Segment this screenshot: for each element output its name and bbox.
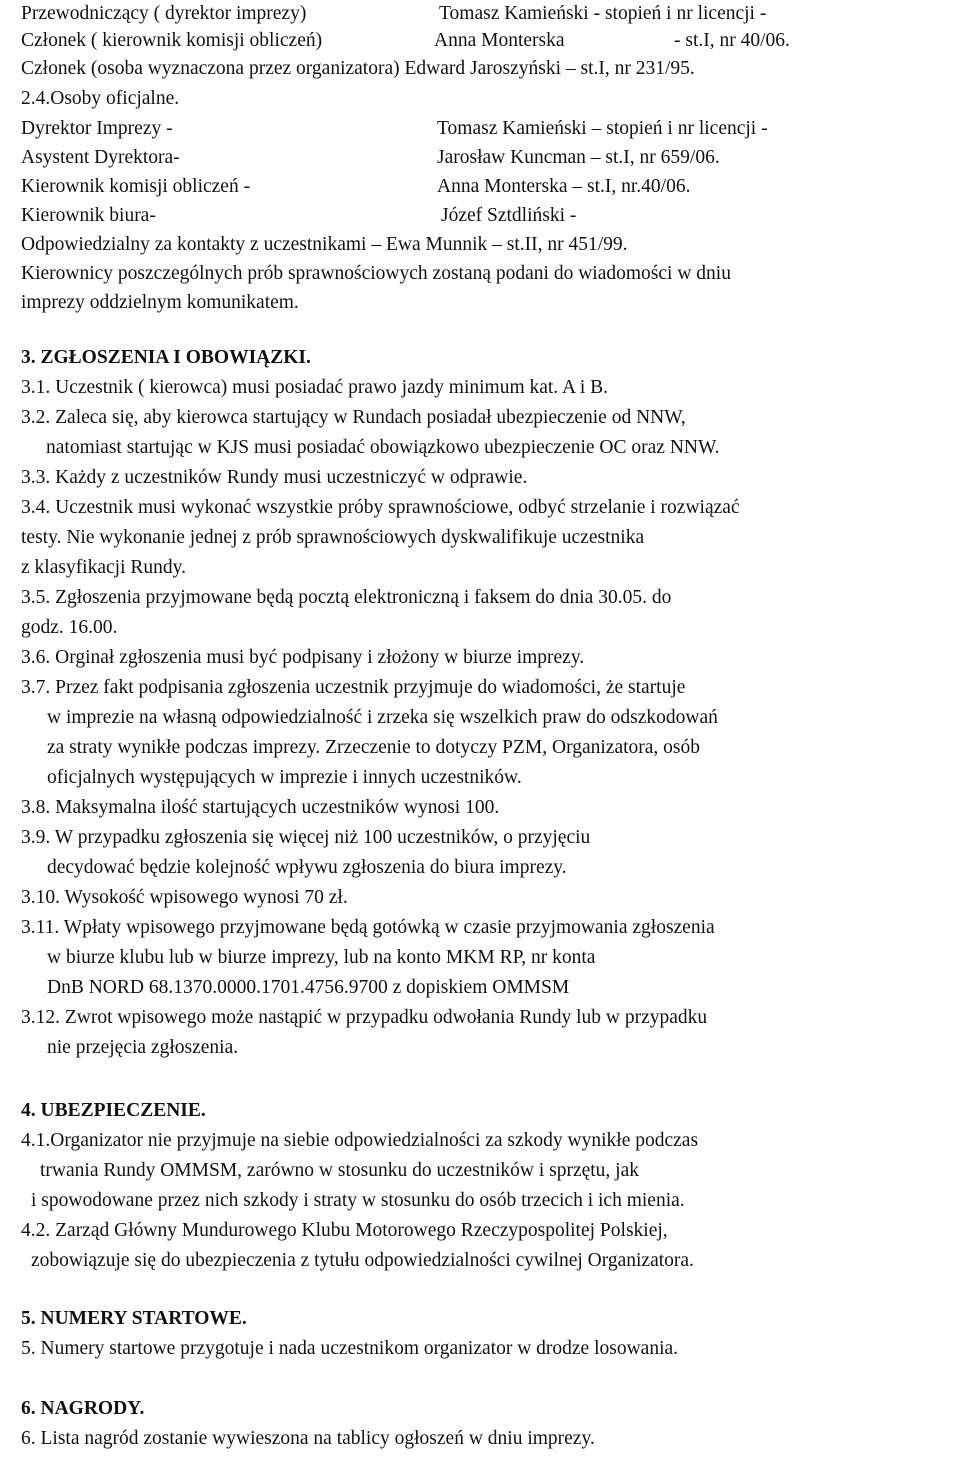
org-row-2-license: - st.I, nr 40/06.	[674, 30, 790, 51]
official-row-4-person: Józef Sztdliński -	[441, 205, 577, 226]
org-row-2-role: Członek ( kierownik komisji obliczeń)	[21, 30, 323, 51]
section-3-heading: 3. ZGŁOSZENIA I OBOWIĄZKI.	[21, 347, 311, 368]
s3-line: 3.8. Maksymalna ilość startujących uczestników wynosi 100.	[21, 797, 500, 818]
s3-line: decydować będzie kolejność wpływu zgłoszenia do biura imprezy.	[47, 857, 567, 878]
s3-line: w imprezie na własną odpowiedzialność i zrzeka się wszelkich praw do odszkodowań	[47, 707, 718, 728]
official-note-line-1: Kierownicy poszczególnych prób sprawnościowych zostaną podani do wiadomości w dniu	[21, 263, 731, 284]
official-row-2-person: Jarosław Kuncman – st.I, nr 659/06.	[437, 147, 720, 168]
official-row-3-role: Kierownik komisji obliczeń -	[21, 176, 251, 197]
s3-line: 3.1. Uczestnik ( kierowca) musi posiadać prawo jazdy minimum kat. A i B.	[21, 377, 609, 398]
org-row-1-person: Tomasz Kamieński - stopień i nr licencji -	[439, 3, 767, 24]
s4-line: 4.1.Organizator nie przyjmuje na siebie odpowiedzialności za szkody wynikłe podczas	[21, 1130, 699, 1151]
official-row-1-person: Tomasz Kamieński – stopień i nr licencji -	[437, 118, 768, 139]
official-note-line-2: imprezy oddzielnym komunikatem.	[21, 292, 299, 313]
s4-line: trwania Rundy OMMSM, zarówno w stosunku do uczestników i sprzętu, jak	[40, 1160, 640, 1181]
s4-line: i spowodowane przez nich szkody i straty w stosunku do osób trzecich i ich mienia.	[31, 1190, 685, 1211]
official-row-5: Odpowiedzialny za kontakty z uczestnikami – Ewa Munnik – st.II, nr 451/99.	[21, 234, 628, 255]
s3-line: 3.9. W przypadku zgłoszenia się więcej niż 100 uczestników, o przyjęciu	[21, 827, 591, 848]
section-2-4-heading: 2.4.Osoby oficjalne.	[21, 88, 180, 109]
org-row-3: Członek (osoba wyznaczona przez organizatora) Edward Jaroszyński – st.I, nr 231/95.	[21, 58, 695, 79]
section-5-heading: 5. NUMERY STARTOWE.	[21, 1308, 247, 1329]
s3-line: godz. 16.00.	[21, 617, 118, 638]
s3-line: testy. Nie wykonanie jednej z prób sprawnościowych dyskwalifikuje uczestnika	[21, 527, 645, 548]
s3-line: 3.5. Zgłoszenia przyjmowane będą pocztą elektroniczną i faksem do dnia 30.05. do	[21, 587, 672, 608]
official-row-3-person: Anna Monterska – st.I, nr.40/06.	[437, 176, 691, 197]
s3-line: 3.12. Zwrot wpisowego może nastąpić w przypadku odwołania Rundy lub w przypadku	[21, 1007, 708, 1028]
section-4-heading: 4. UBEZPIECZENIE.	[21, 1100, 206, 1121]
s3-line: oficjalnych występujących w imprezie i innych uczestników.	[47, 767, 522, 788]
official-row-2-role: Asystent Dyrektora-	[21, 147, 180, 168]
s3-line: 3.11. Wpłaty wpisowego przyjmowane będą gotówką w czasie przyjmowania zgłoszenia	[21, 917, 715, 938]
org-row-1-role: Przewodniczący ( dyrektor imprezy)	[21, 3, 307, 24]
s4-line: 4.2. Zarząd Główny Mundurowego Klubu Motorowego Rzeczypospolitej Polskiej,	[21, 1220, 668, 1241]
official-row-4-role: Kierownik biura-	[21, 205, 156, 226]
s5-line: 5. Numery startowe przygotuje i nada uczestnikom organizator w drodze losowania.	[21, 1338, 679, 1359]
s3-line: nie przejęcia zgłoszenia.	[47, 1037, 239, 1058]
s3-line: 3.6. Orginał zgłoszenia musi być podpisany i złożony w biurze imprezy.	[21, 647, 585, 668]
s6-line: 6. Lista nagród zostanie wywieszona na tablicy ogłoszeń w dniu imprezy.	[21, 1428, 595, 1449]
s3-line: 3.10. Wysokość wpisowego wynosi 70 zł.	[21, 887, 348, 908]
org-row-2-person: Anna Monterska	[434, 30, 565, 51]
official-row-1-role: Dyrektor Imprezy -	[21, 118, 173, 139]
s3-line: 3.3. Każdy z uczestników Rundy musi uczestniczyć w odprawie.	[21, 467, 528, 488]
s3-line: 3.4. Uczestnik musi wykonać wszystkie próby sprawnościowe, odbyć strzelanie i rozwiązać	[21, 497, 740, 518]
section-6-heading: 6. NAGRODY.	[21, 1398, 145, 1419]
s3-line: 3.2. Zaleca się, aby kierowca startujący w Rundach posiadał ubezpieczenie od NNW,	[21, 407, 686, 428]
s3-line: za straty wynikłe podczas imprezy. Zrzeczenie to dotyczy PZM, Organizatora, osób	[47, 737, 701, 758]
s3-line: natomiast startując w KJS musi posiadać obowiązkowo ubezpieczenie OC oraz NNW.	[46, 437, 720, 458]
s4-line: zobowiązuje się do ubezpieczenia z tytułu odpowiedzialności cywilnej Organizatora.	[31, 1250, 694, 1271]
s3-line: w biurze klubu lub w biurze imprezy, lub na konto MKM RP, nr konta	[47, 947, 596, 968]
s3-line: z klasyfikacji Rundy.	[21, 557, 186, 578]
s3-line: 3.7. Przez fakt podpisania zgłoszenia uczestnik przyjmuje do wiadomości, że startuje	[21, 677, 686, 698]
s3-line: DnB NORD 68.1370.0000.1701.4756.9700 z dopiskiem OMMSM	[47, 977, 570, 998]
